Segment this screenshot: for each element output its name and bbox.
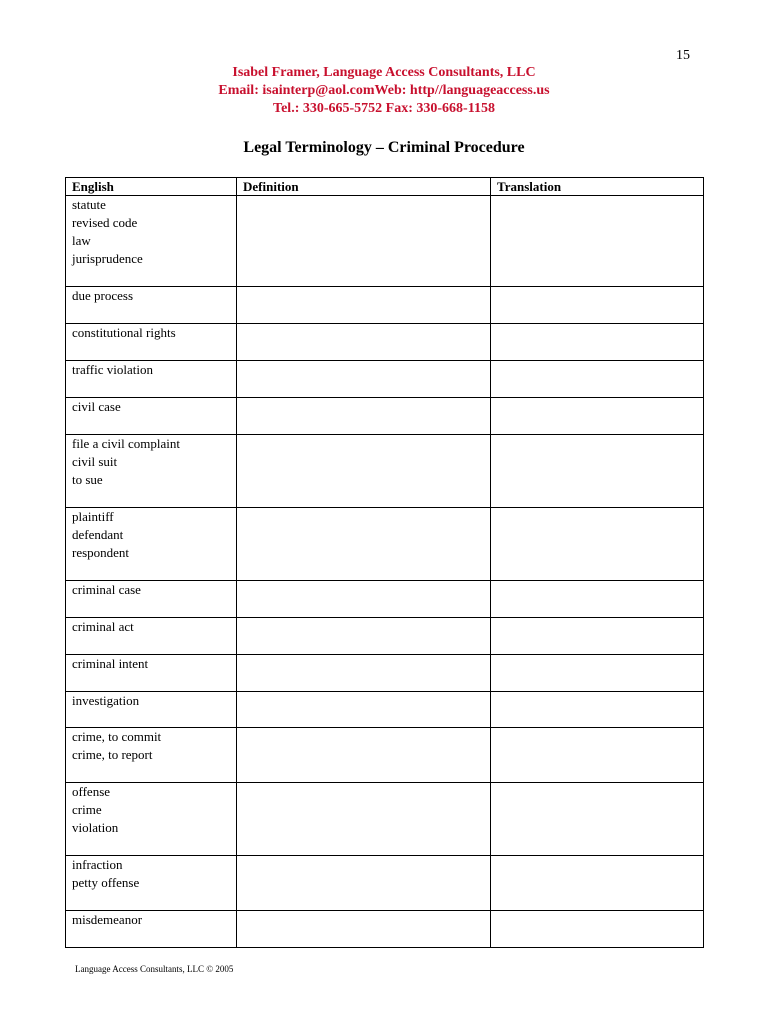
definition-cell [237,324,491,361]
translation-cell [491,508,704,581]
english-term: statute [72,197,106,212]
definition-cell [237,618,491,655]
terminology-table [65,177,704,948]
english-term-cell [66,692,237,728]
definition-cell [237,911,491,948]
english-term-cell [66,856,237,911]
translation-cell [491,655,704,692]
definition-cell [237,728,491,783]
translation-cell [491,398,704,435]
english-term: civil suit [72,454,118,469]
definition-cell [237,581,491,618]
english-term: crime, to commit [72,729,162,744]
table-row [66,783,704,856]
definition-cell [237,692,491,728]
english-term-cell [66,655,237,692]
translation-cell [491,361,704,398]
table-row [66,618,704,655]
english-term: criminal act [72,619,134,634]
english-term-cell [66,911,237,948]
definition-cell [237,196,491,287]
table-row [66,692,704,728]
english-term: law [72,233,91,248]
translation-cell [491,783,704,856]
definition-cell [237,508,491,581]
translation-cell [491,581,704,618]
english-term-cell [66,287,237,324]
english-term: violation [72,820,119,835]
translation-cell [491,728,704,783]
definition-cell [237,398,491,435]
table-row [66,728,704,783]
english-term: constitutional rights [72,325,176,340]
definition-cell [237,783,491,856]
english-term: investigation [72,693,140,708]
english-term: revised code [72,215,138,230]
translation-cell [491,618,704,655]
english-term-cell [66,618,237,655]
translation-cell [491,856,704,911]
definition-cell [237,361,491,398]
english-term: crime [72,802,102,817]
english-term: crime, to report [72,747,153,762]
table-row [66,435,704,508]
definition-cell [237,435,491,508]
page-number: 15 [676,48,690,63]
english-term: petty offense [72,875,140,890]
english-term: traffic violation [72,362,153,377]
table-row [66,361,704,398]
english-term-cell [66,508,237,581]
english-term-cell [66,783,237,856]
english-term: file a civil complaint [72,436,180,451]
translation-cell [491,324,704,361]
footer-copyright: Language Access Consultants, LLC © 2005 [75,964,234,974]
english-term-cell [66,324,237,361]
translation-cell [491,692,704,728]
english-term: misdemeanor [72,912,143,927]
english-term-cell [66,196,237,287]
english-term-cell [66,361,237,398]
english-term: civil case [72,399,121,414]
translation-cell [491,911,704,948]
english-term: respondent [72,545,130,560]
table-row [66,581,704,618]
definition-cell [237,856,491,911]
english-term-cell [66,435,237,508]
table-row [66,398,704,435]
definition-cell [237,287,491,324]
table-row [66,196,704,287]
translation-cell [491,196,704,287]
english-term: to sue [72,472,103,487]
table-row [66,324,704,361]
letterhead [0,64,768,118]
table-row [66,287,704,324]
column-header-translation: Translation [491,178,704,196]
english-term: plaintiff [72,509,114,524]
definition-cell [237,655,491,692]
letterhead-contact-email: Email: isainterp@aol.comWeb: http//languageaccess.us [218,83,550,98]
column-header-definition: Definition [237,178,491,196]
page-title: Legal Terminology – Criminal Procedure [243,139,525,156]
english-term: criminal case [72,582,141,597]
english-term-cell [66,398,237,435]
english-term: offense [72,784,111,799]
letterhead-contact-phone: Tel.: 330-665-5752 Fax: 330-668-1158 [273,101,495,116]
table-row [66,856,704,911]
english-term: criminal intent [72,656,149,671]
english-term-cell [66,581,237,618]
english-term: infraction [72,857,123,872]
translation-cell [491,287,704,324]
english-term: due process [72,288,134,303]
table-row [66,655,704,692]
english-term: defendant [72,527,124,542]
english-term-cell [66,728,237,783]
column-header-english: English [66,178,237,196]
table-row [66,508,704,581]
table-body [66,196,704,948]
table-row [66,911,704,948]
letterhead-company: Isabel Framer, Language Access Consultants, LLC [232,65,536,80]
translation-cell [491,435,704,508]
english-term: jurisprudence [72,251,143,266]
table-header-row [66,178,704,196]
